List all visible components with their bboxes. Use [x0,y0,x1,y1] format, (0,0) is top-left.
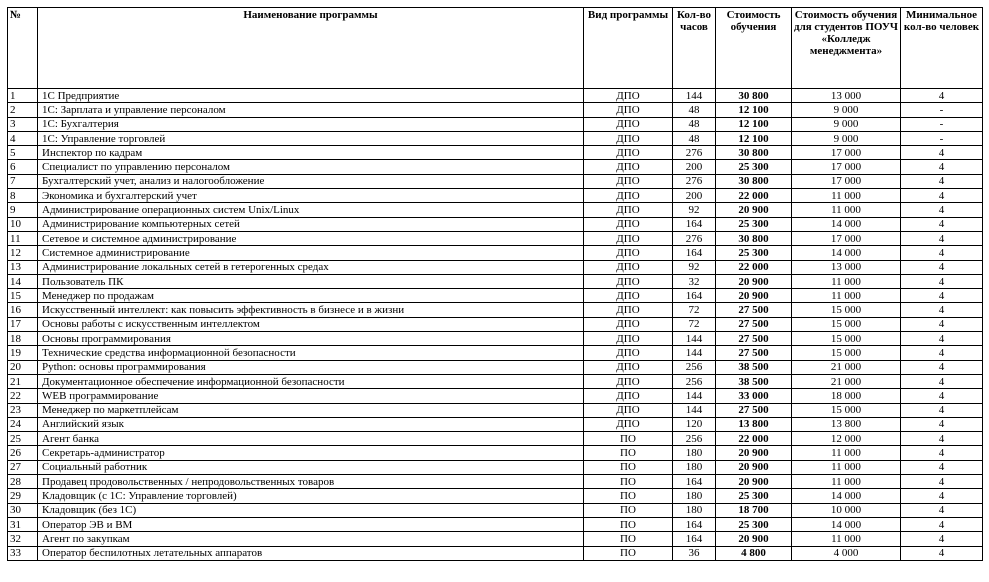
header-min-people: Минимальное кол-во человек [901,8,983,89]
program-hours: 48 [673,131,716,145]
program-price: 20 900 [716,274,792,288]
row-num: 26 [8,446,38,460]
program-student-price: 14 000 [792,517,901,531]
program-price: 25 300 [716,246,792,260]
program-hours: 256 [673,374,716,388]
program-type: ДПО [584,374,673,388]
row-num: 1 [8,89,38,103]
table-row [8,403,983,417]
header-name: Наименование программы [38,8,584,89]
program-min-people: - [901,117,983,131]
table-row [8,417,983,431]
program-student-price: 14 000 [792,217,901,231]
table-row [8,203,983,217]
row-num: 24 [8,417,38,431]
program-type: ДПО [584,317,673,331]
table-row [8,160,983,174]
program-name: Оператор ЭВ и ВМ [38,517,584,531]
program-student-price: 21 000 [792,374,901,388]
program-hours: 256 [673,360,716,374]
header-num: № [8,8,38,89]
program-hours: 32 [673,274,716,288]
program-min-people: 4 [901,517,983,531]
program-hours: 164 [673,246,716,260]
program-student-price: 4 000 [792,546,901,560]
program-hours: 200 [673,160,716,174]
program-name: Английский язык [38,417,584,431]
program-name: Экономика и бухгалтерский учет [38,189,584,203]
program-min-people: 4 [901,460,983,474]
program-hours: 144 [673,403,716,417]
table-row [8,446,983,460]
program-min-people: 4 [901,317,983,331]
program-type: ДПО [584,131,673,145]
program-price: 30 800 [716,231,792,245]
program-hours: 144 [673,332,716,346]
program-hours: 144 [673,89,716,103]
program-name: Системное администрирование [38,246,584,260]
row-num: 10 [8,217,38,231]
row-num: 15 [8,289,38,303]
program-student-price: 17 000 [792,160,901,174]
program-min-people: 4 [901,231,983,245]
program-min-people: 4 [901,89,983,103]
program-min-people: 4 [901,260,983,274]
table-row [8,246,983,260]
program-type: ДПО [584,289,673,303]
program-hours: 276 [673,231,716,245]
program-type: ПО [584,489,673,503]
table-row [8,475,983,489]
program-student-price: 11 000 [792,274,901,288]
program-min-people: 4 [901,189,983,203]
program-name: WEB программирование [38,389,584,403]
program-name: Менеджер по маркетплейсам [38,403,584,417]
program-price: 12 100 [716,117,792,131]
program-hours: 276 [673,146,716,160]
program-type: ДПО [584,403,673,417]
program-type: ДПО [584,274,673,288]
table-row [8,532,983,546]
program-name: Специалист по управлению персоналом [38,160,584,174]
row-num: 17 [8,317,38,331]
program-name: Технические средства информационной безопасности [38,346,584,360]
row-num: 31 [8,517,38,531]
program-student-price: 17 000 [792,174,901,188]
program-min-people: 4 [901,532,983,546]
program-price: 27 500 [716,317,792,331]
table-row [8,432,983,446]
program-student-price: 13 000 [792,260,901,274]
program-name: Оператор беспилотных летательных аппаратов [38,546,584,560]
row-num: 3 [8,117,38,131]
program-price: 25 300 [716,489,792,503]
program-hours: 72 [673,303,716,317]
table-row [8,260,983,274]
program-name: Социальный работник [38,460,584,474]
table-row [8,332,983,346]
program-min-people: 4 [901,274,983,288]
program-min-people: 4 [901,489,983,503]
program-price: 25 300 [716,217,792,231]
program-min-people: 4 [901,289,983,303]
table-row [8,189,983,203]
program-price: 38 500 [716,374,792,388]
program-min-people: 4 [901,432,983,446]
row-num: 16 [8,303,38,317]
program-price: 20 900 [716,460,792,474]
program-student-price: 9 000 [792,117,901,131]
row-num: 14 [8,274,38,288]
program-name: Кладовщик (с 1С: Управление торговлей) [38,489,584,503]
row-num: 2 [8,103,38,117]
table-row [8,231,983,245]
table-row [8,217,983,231]
program-type: ПО [584,517,673,531]
table-row [8,303,983,317]
program-student-price: 12 000 [792,432,901,446]
program-min-people: 4 [901,546,983,560]
program-type: ДПО [584,417,673,431]
program-price: 20 900 [716,289,792,303]
program-name: Бухгалтерский учет, анализ и налогообложение [38,174,584,188]
row-num: 32 [8,532,38,546]
program-hours: 144 [673,389,716,403]
row-num: 27 [8,460,38,474]
program-student-price: 15 000 [792,303,901,317]
program-type: ДПО [584,146,673,160]
header-price: Стоимость обучения [716,8,792,89]
row-num: 8 [8,189,38,203]
header-student-price: Стоимость обучения для студентов ПОУЧ «Колледж менеджмента» [792,8,901,89]
program-price: 30 800 [716,146,792,160]
program-hours: 92 [673,260,716,274]
program-type: ДПО [584,303,673,317]
program-min-people: 4 [901,217,983,231]
table-row [8,546,983,560]
program-student-price: 11 000 [792,289,901,303]
price-table-container [7,7,983,561]
program-min-people: - [901,131,983,145]
row-num: 28 [8,475,38,489]
table-row [8,103,983,117]
program-name: Агент банка [38,432,584,446]
program-name: Администрирование операционных систем Unix/Linux [38,203,584,217]
program-type: ДПО [584,89,673,103]
program-student-price: 11 000 [792,460,901,474]
program-name: Сетевое и системное администрирование [38,231,584,245]
row-num: 18 [8,332,38,346]
program-min-people: 4 [901,332,983,346]
program-student-price: 10 000 [792,503,901,517]
program-student-price: 11 000 [792,189,901,203]
program-name: 1С: Управление торговлей [38,131,584,145]
program-min-people: 4 [901,146,983,160]
program-min-people: 4 [901,246,983,260]
program-name: Продавец продовольственных / непродовольственных товаров [38,475,584,489]
program-student-price: 14 000 [792,489,901,503]
program-name: Администрирование компьютерных сетей [38,217,584,231]
program-student-price: 17 000 [792,146,901,160]
program-hours: 164 [673,517,716,531]
program-student-price: 15 000 [792,332,901,346]
program-name: 1С: Бухгалтерия [38,117,584,131]
program-price: 30 800 [716,174,792,188]
program-student-price: 9 000 [792,103,901,117]
program-price: 22 000 [716,260,792,274]
program-min-people: 4 [901,446,983,460]
program-price: 30 800 [716,89,792,103]
program-name: Python: основы программирования [38,360,584,374]
program-type: ДПО [584,174,673,188]
table-row [8,131,983,145]
program-hours: 180 [673,446,716,460]
program-type: ДПО [584,231,673,245]
program-min-people: 4 [901,475,983,489]
program-type: ДПО [584,246,673,260]
program-price: 27 500 [716,346,792,360]
program-hours: 164 [673,217,716,231]
program-type: ПО [584,532,673,546]
row-num: 23 [8,403,38,417]
header-hours: Кол-во часов [673,8,716,89]
program-type: ДПО [584,203,673,217]
row-num: 5 [8,146,38,160]
row-num: 22 [8,389,38,403]
program-name: Основы работы с искусственным интеллектом [38,317,584,331]
row-num: 33 [8,546,38,560]
program-price: 38 500 [716,360,792,374]
row-num: 12 [8,246,38,260]
program-hours: 200 [673,189,716,203]
program-student-price: 17 000 [792,231,901,245]
program-min-people: 4 [901,403,983,417]
program-name: Менеджер по продажам [38,289,584,303]
program-min-people: 4 [901,417,983,431]
program-price: 27 500 [716,403,792,417]
program-min-people: 4 [901,160,983,174]
row-num: 25 [8,432,38,446]
program-price: 33 000 [716,389,792,403]
program-price: 27 500 [716,332,792,346]
table-row [8,146,983,160]
program-type: ДПО [584,346,673,360]
program-type: ПО [584,432,673,446]
program-price: 20 900 [716,446,792,460]
table-row [8,346,983,360]
program-price: 12 100 [716,103,792,117]
program-hours: 48 [673,117,716,131]
program-student-price: 11 000 [792,475,901,489]
program-type: ПО [584,446,673,460]
program-student-price: 15 000 [792,317,901,331]
program-name: Основы программирования [38,332,584,346]
program-type: ПО [584,503,673,517]
program-hours: 164 [673,532,716,546]
program-price: 4 800 [716,546,792,560]
program-student-price: 14 000 [792,246,901,260]
table-row [8,274,983,288]
program-price: 25 300 [716,160,792,174]
program-min-people: 4 [901,374,983,388]
program-name: Инспектор по кадрам [38,146,584,160]
program-hours: 180 [673,460,716,474]
program-hours: 144 [673,346,716,360]
program-name: Агент по закупкам [38,532,584,546]
row-num: 29 [8,489,38,503]
program-type: ДПО [584,117,673,131]
program-price: 13 800 [716,417,792,431]
table-row [8,503,983,517]
program-type: ДПО [584,160,673,174]
row-num: 7 [8,174,38,188]
program-hours: 180 [673,489,716,503]
program-name: Документационное обеспечение информационной безопасности [38,374,584,388]
program-min-people: 4 [901,303,983,317]
row-num: 19 [8,346,38,360]
program-hours: 164 [673,475,716,489]
program-min-people: 4 [901,174,983,188]
header-type: Вид программы [584,8,673,89]
program-min-people: - [901,103,983,117]
program-hours: 36 [673,546,716,560]
program-hours: 276 [673,174,716,188]
program-student-price: 21 000 [792,360,901,374]
programs-table [7,7,983,561]
program-student-price: 13 800 [792,417,901,431]
program-min-people: 4 [901,389,983,403]
table-row [8,289,983,303]
program-type: ДПО [584,389,673,403]
table-row [8,517,983,531]
table-row [8,374,983,388]
program-price: 22 000 [716,189,792,203]
program-student-price: 11 000 [792,532,901,546]
program-min-people: 4 [901,203,983,217]
program-price: 12 100 [716,131,792,145]
row-num: 21 [8,374,38,388]
row-num: 20 [8,360,38,374]
table-row [8,489,983,503]
program-type: ДПО [584,360,673,374]
table-row [8,89,983,103]
row-num: 30 [8,503,38,517]
program-type: ДПО [584,189,673,203]
program-hours: 256 [673,432,716,446]
program-price: 22 000 [716,432,792,446]
program-name: 1С: Зарплата и управление персоналом [38,103,584,117]
table-row [8,389,983,403]
program-name: Администрирование локальных сетей в гетерогенных средах [38,260,584,274]
program-price: 27 500 [716,303,792,317]
program-hours: 164 [673,289,716,303]
program-type: ДПО [584,332,673,346]
program-price: 20 900 [716,532,792,546]
program-student-price: 13 000 [792,89,901,103]
row-num: 9 [8,203,38,217]
program-name: Пользователь ПК [38,274,584,288]
program-min-people: 4 [901,346,983,360]
program-name: Искусственный интеллект: как повысить эффективность в бизнесе и в жизни [38,303,584,317]
program-price: 20 900 [716,475,792,489]
program-min-people: 4 [901,360,983,374]
program-name: Секретарь-администратор [38,446,584,460]
program-hours: 180 [673,503,716,517]
program-student-price: 11 000 [792,203,901,217]
table-row [8,360,983,374]
program-type: ПО [584,546,673,560]
program-price: 18 700 [716,503,792,517]
table-row [8,317,983,331]
table-row [8,460,983,474]
program-student-price: 15 000 [792,403,901,417]
program-min-people: 4 [901,503,983,517]
program-student-price: 18 000 [792,389,901,403]
table-row [8,117,983,131]
row-num: 6 [8,160,38,174]
program-student-price: 9 000 [792,131,901,145]
program-type: ДПО [584,217,673,231]
program-hours: 48 [673,103,716,117]
row-num: 4 [8,131,38,145]
program-name: Кладовщик (без 1С) [38,503,584,517]
program-type: ПО [584,460,673,474]
table-row [8,174,983,188]
program-name: 1С Предприятие [38,89,584,103]
row-num: 13 [8,260,38,274]
program-type: ДПО [584,260,673,274]
table-body [8,89,983,561]
program-student-price: 15 000 [792,346,901,360]
program-type: ДПО [584,103,673,117]
program-price: 25 300 [716,517,792,531]
program-hours: 92 [673,203,716,217]
table-header-row [8,8,983,89]
program-student-price: 11 000 [792,446,901,460]
program-hours: 120 [673,417,716,431]
program-type: ПО [584,475,673,489]
program-price: 20 900 [716,203,792,217]
program-hours: 72 [673,317,716,331]
row-num: 11 [8,231,38,245]
